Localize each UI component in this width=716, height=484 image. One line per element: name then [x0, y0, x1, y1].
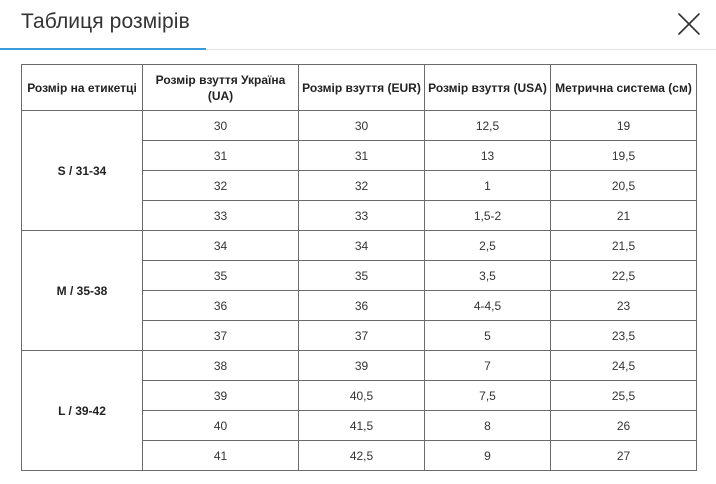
eur-size-cell: 33: [299, 201, 425, 231]
eur-size-cell: 34: [299, 231, 425, 261]
usa-size-cell: 2,5: [425, 231, 551, 261]
cm-size-cell: 26: [551, 411, 697, 441]
header-usa-size: Розмір взуття (USA): [425, 65, 551, 111]
ua-size-cell: 32: [143, 171, 299, 201]
header-metric-size: Метрична система (см): [551, 65, 697, 111]
table-body: [22, 111, 697, 471]
cm-size-cell: 19: [551, 111, 697, 141]
ua-size-cell: 33: [143, 201, 299, 231]
eur-size-cell: 40,5: [299, 381, 425, 411]
usa-size-cell: 7: [425, 351, 551, 381]
eur-size-cell: 32: [299, 171, 425, 201]
size-group-label: L / 39-42: [22, 351, 143, 471]
usa-size-cell: 1: [425, 171, 551, 201]
size-chart-table: [21, 64, 697, 471]
ua-size-cell: 31: [143, 141, 299, 171]
modal-title: Таблиця розмірів: [21, 10, 190, 33]
ua-size-cell: 39: [143, 381, 299, 411]
usa-size-cell: 1,5-2: [425, 201, 551, 231]
size-group-label: M / 35-38: [22, 231, 143, 351]
ua-size-cell: 30: [143, 111, 299, 141]
table-row: [22, 231, 697, 261]
usa-size-cell: 8: [425, 411, 551, 441]
ua-size-cell: 40: [143, 411, 299, 441]
ua-size-cell: 41: [143, 441, 299, 471]
close-icon: [675, 10, 703, 38]
ua-size-cell: 34: [143, 231, 299, 261]
eur-size-cell: 30: [299, 111, 425, 141]
cm-size-cell: 19,5: [551, 141, 697, 171]
close-button[interactable]: [675, 10, 703, 38]
cm-size-cell: 23: [551, 291, 697, 321]
size-group-label: S / 31-34: [22, 111, 143, 231]
eur-size-cell: 37: [299, 321, 425, 351]
cm-size-cell: 27: [551, 441, 697, 471]
eur-size-cell: 35: [299, 261, 425, 291]
eur-size-cell: 42,5: [299, 441, 425, 471]
table-header: [22, 65, 697, 111]
table-row: [22, 351, 697, 381]
cm-size-cell: 25,5: [551, 381, 697, 411]
cm-size-cell: 22,5: [551, 261, 697, 291]
table-row: [22, 111, 697, 141]
header-ua-size: Розмір взуття Україна (UA): [143, 65, 299, 111]
usa-size-cell: 7,5: [425, 381, 551, 411]
ua-size-cell: 35: [143, 261, 299, 291]
cm-size-cell: 21: [551, 201, 697, 231]
cm-size-cell: 21,5: [551, 231, 697, 261]
header-label-size: Розмір на етикетці: [22, 65, 143, 111]
eur-size-cell: 36: [299, 291, 425, 321]
ua-size-cell: 37: [143, 321, 299, 351]
modal-header: [0, 0, 716, 49]
usa-size-cell: 13: [425, 141, 551, 171]
eur-size-cell: 31: [299, 141, 425, 171]
header-eur-size: Розмір взуття (EUR): [299, 65, 425, 111]
cm-size-cell: 24,5: [551, 351, 697, 381]
usa-size-cell: 4-4,5: [425, 291, 551, 321]
ua-size-cell: 36: [143, 291, 299, 321]
usa-size-cell: 9: [425, 441, 551, 471]
usa-size-cell: 3,5: [425, 261, 551, 291]
header-accent-underline: [0, 48, 206, 50]
usa-size-cell: 12,5: [425, 111, 551, 141]
usa-size-cell: 5: [425, 321, 551, 351]
eur-size-cell: 41,5: [299, 411, 425, 441]
eur-size-cell: 39: [299, 351, 425, 381]
ua-size-cell: 38: [143, 351, 299, 381]
cm-size-cell: 20,5: [551, 171, 697, 201]
cm-size-cell: 23,5: [551, 321, 697, 351]
header-row: [22, 65, 697, 111]
